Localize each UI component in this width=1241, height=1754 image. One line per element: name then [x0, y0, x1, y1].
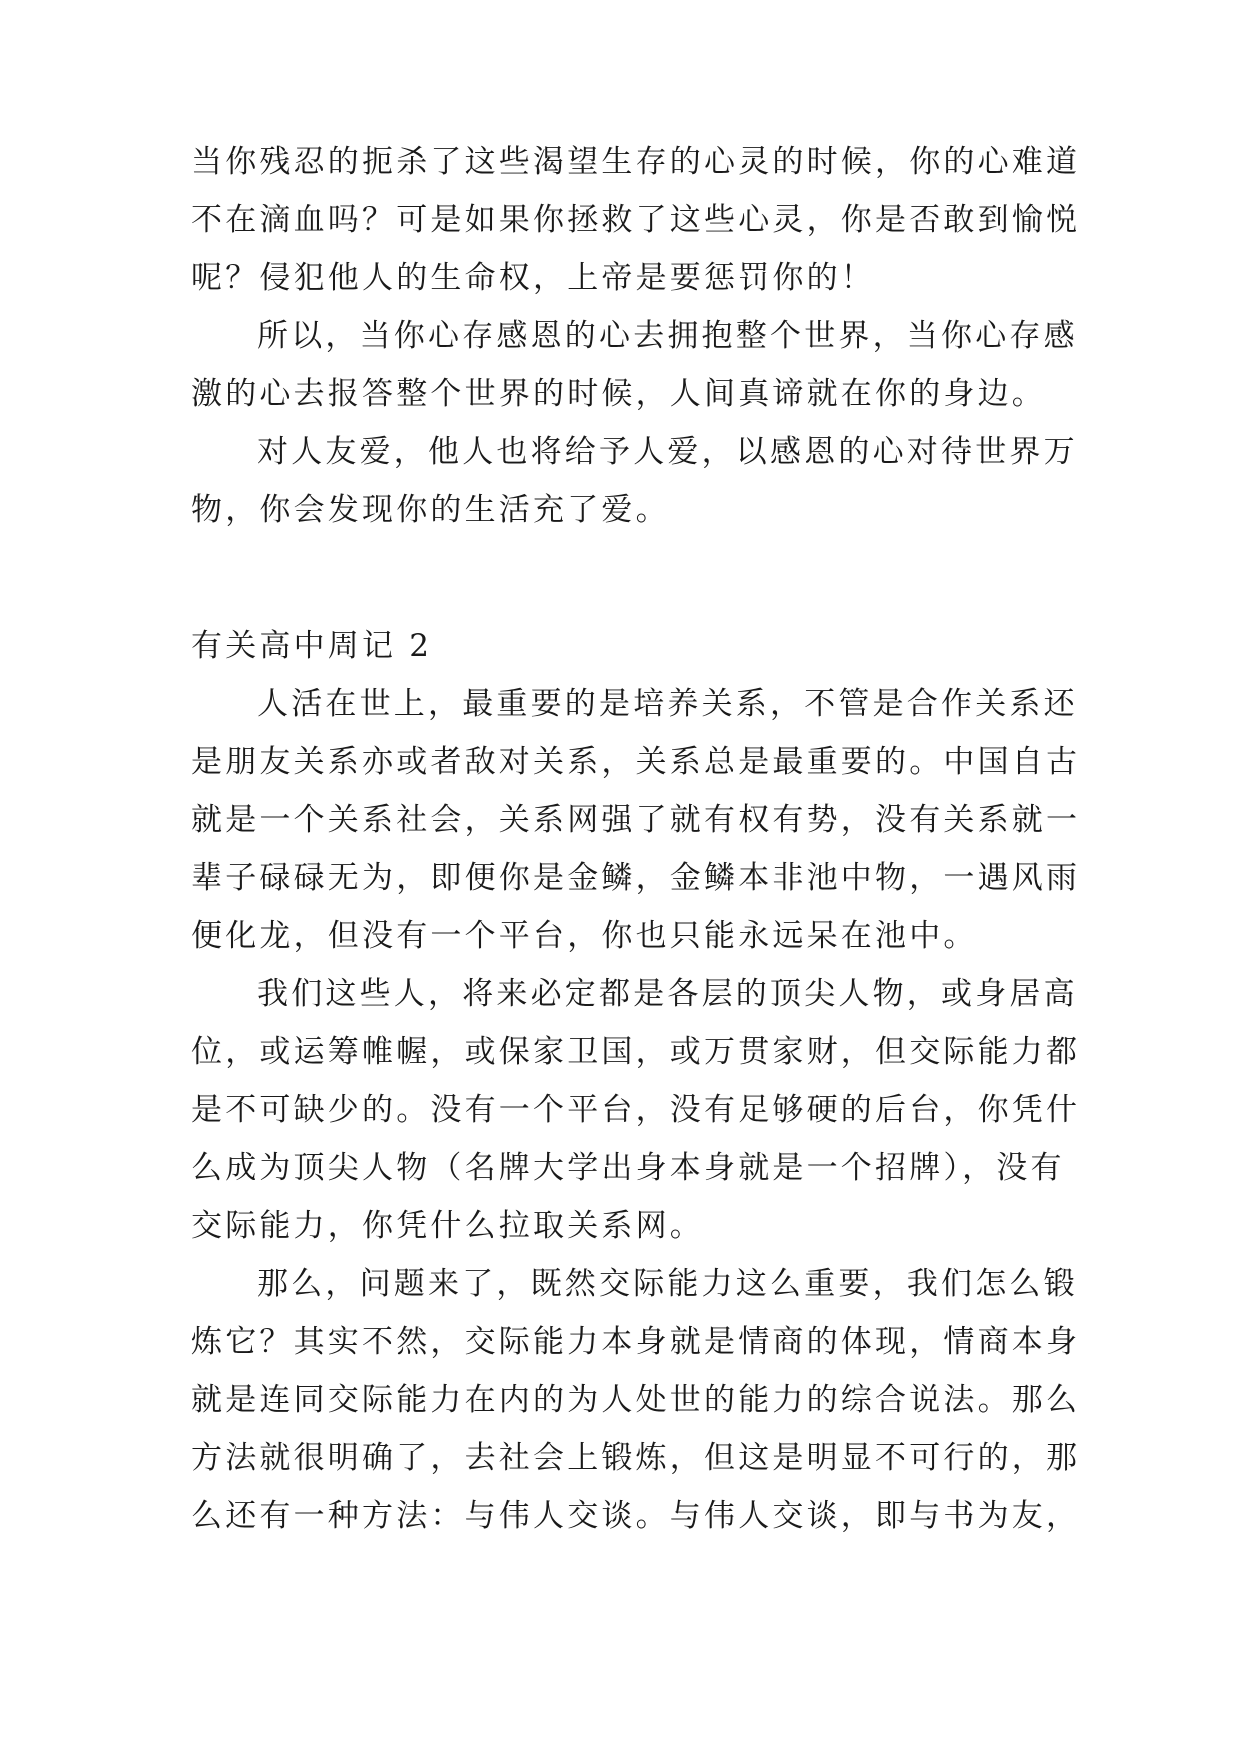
paragraph-line: 当你残忍的扼杀了这些渴望生存的心灵的时候，你的心难道	[191, 144, 1081, 180]
paragraph-line: 人活在世上，最重要的是培养关系，不管是合作关系还	[257, 686, 1078, 722]
paragraph-line: 物，你会发现你的生活充了爱。	[191, 492, 670, 528]
paragraph-line: 是不可缺少的。没有一个平台，没有足够硬的后台，你凭什	[191, 1092, 1081, 1128]
text-block-continued	[191, 133, 1081, 539]
paragraph-line: 那么，问题来了，既然交际能力这么重要，我们怎么锻	[257, 1266, 1078, 1302]
paragraph-line: 对人友爱，他人也将给予人爱，以感恩的心对待世界万	[257, 434, 1078, 470]
paragraph-line: 位，或运筹帷幄，或保家卫国，或万贯家财，但交际能力都	[191, 1034, 1081, 1070]
paragraph-line: 么还有一种方法：与伟人交谈。与伟人交谈，即与书为友，	[191, 1498, 1081, 1534]
paragraph-line: 激的心去报答整个世界的时候，人间真谛就在你的身边。	[191, 376, 1046, 412]
section-heading: 有关高中周记 2	[191, 628, 433, 664]
paragraph-line: 方法就很明确了，去社会上锻炼，但这是明显不可行的，那	[191, 1440, 1081, 1476]
paragraph-line: 就是一个关系社会，关系网强了就有权有势，没有关系就一	[191, 802, 1081, 838]
paragraph-line: 交际能力，你凭什么拉取关系网。	[191, 1208, 704, 1244]
paragraph-line: 就是连同交际能力在内的为人处世的能力的综合说法。那么	[191, 1382, 1081, 1418]
paragraph-line: 便化龙，但没有一个平台，你也只能永远呆在池中。	[191, 918, 978, 954]
text-block-section-2	[191, 617, 1081, 1545]
paragraph-line: 我们这些人，将来必定都是各层的顶尖人物，或身居高	[257, 976, 1078, 1012]
paragraph-line: 呢？侵犯他人的生命权，上帝是要惩罚你的！	[191, 260, 875, 296]
paragraph-line: 不在滴血吗？可是如果你拯救了这些心灵，你是否敢到愉悦	[191, 202, 1081, 238]
paragraph-line: 所以，当你心存感恩的心去拥抱整个世界，当你心存感	[257, 318, 1078, 354]
paragraph-line: 是朋友关系亦或者敌对关系，关系总是最重要的。中国自古	[191, 744, 1081, 780]
paragraph-line: 炼它？其实不然，交际能力本身就是情商的体现，情商本身	[191, 1324, 1081, 1360]
paragraph-line: 么成为顶尖人物（名牌大学出身本身就是一个招牌），没有	[191, 1150, 1065, 1186]
paragraph-line: 辈子碌碌无为，即便你是金鳞，金鳞本非池中物，一遇风雨	[191, 860, 1081, 896]
